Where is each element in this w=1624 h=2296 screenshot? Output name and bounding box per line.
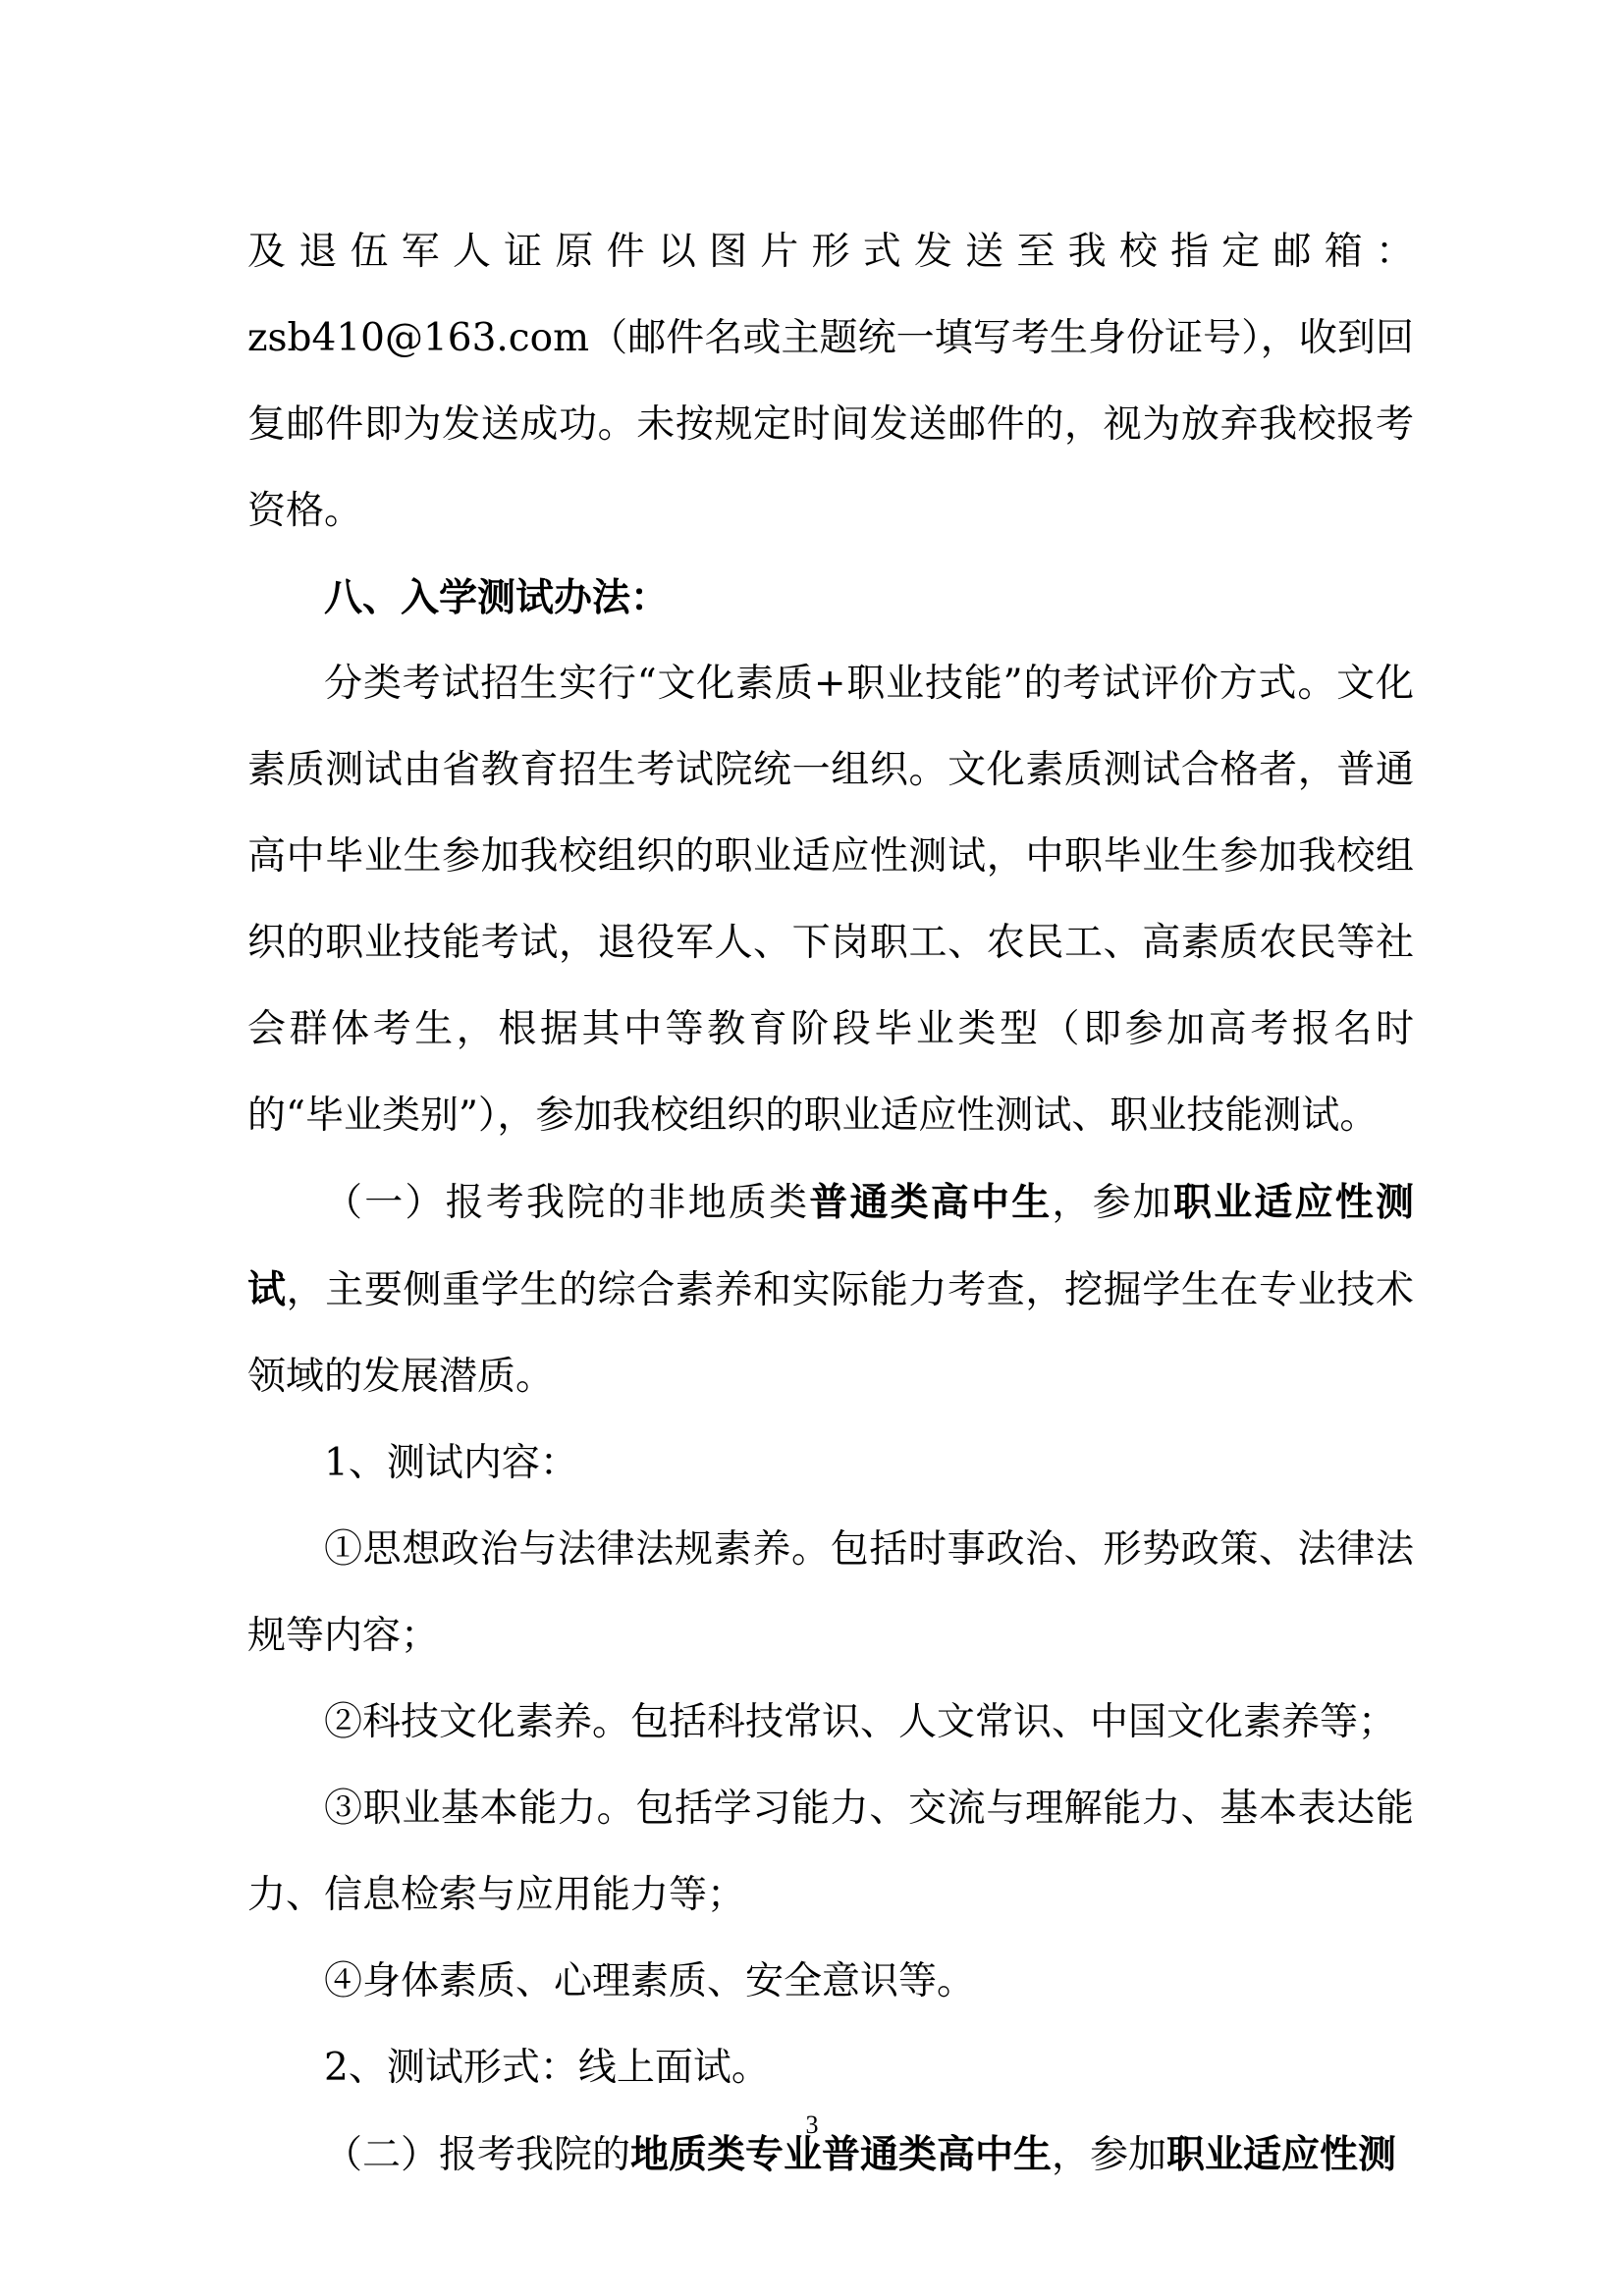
content-item-4: ④身体素质、心理素质、安全意识等。 <box>324 1959 976 2003</box>
item-one-bold-2: 职业适应性测试 <box>247 1180 1414 1312</box>
item-one-text-2: ，参加 <box>1052 1181 1173 1225</box>
item-one-bold-1: 普通类高中生 <box>809 1180 1053 1225</box>
item-one-text-3: ，主要侧重学生的综合素养和实际能力考查，挖掘学生在专业技术领域的发展潜质。 <box>247 1268 1414 1399</box>
test-content-heading: 1、测试内容： <box>324 1441 578 1485</box>
item-two-text-1: （二）报考我院的 <box>324 2133 631 2177</box>
paragraph-exam-overview: 分类考试招生实行“文化素质+职业技能”的考试评价方式。文化素质测试由省教育招生考试院统一组织。文化素质测试合格者，普通高中毕业生参加我校组织的职业适应性测试，中职毕业生参加我校组织的职业技能考试，退役军人、下岗职工、农民工、高素质农民等社会群体考生，根据其中等教育阶段毕业类型（即参加高考报名时的“毕业类别”），参加我校组织的职业适应性测试、职业技能测试。 <box>247 662 1414 1138</box>
document-page <box>247 209 1414 2199</box>
section-heading-admission-test: 八、入学测试办法： <box>324 575 670 620</box>
item-one-text-1: （一）报考我院的非地质类 <box>324 1181 810 1225</box>
content-item-3: ③职业基本能力。包括学习能力、交流与理解能力、基本表达能力、信息检索与应用能力等； <box>247 1787 1414 1917</box>
item-two-bold-1: 地质类专业普通类高中生 <box>630 2132 1053 2177</box>
content-item-1: ①思想政治与法律法规素养。包括时事政治、形势政策、法律法规等内容； <box>247 1527 1414 1658</box>
item-two-bold-2: 职业适应性测 <box>1166 2132 1397 2177</box>
paragraph-email-submission: 及退伍军人证原件以图片形式发送至我校指定邮箱：zsb410@163.com（邮件名或主题统一填写考生身份证号），收到回复邮件即为发送成功。未按规定时间发送邮件的，视为放弃我校报考资格。 <box>247 230 1414 533</box>
test-format: 2、测试形式：线上面试。 <box>324 2046 770 2090</box>
item-two-text-2: ，参加 <box>1052 2133 1167 2177</box>
content-item-2: ②科技文化素养。包括科技常识、人文常识、中国文化素养等； <box>324 1700 1397 1744</box>
page-number: 3 <box>805 2110 819 2139</box>
paragraph-item-one <box>247 1159 1414 1420</box>
